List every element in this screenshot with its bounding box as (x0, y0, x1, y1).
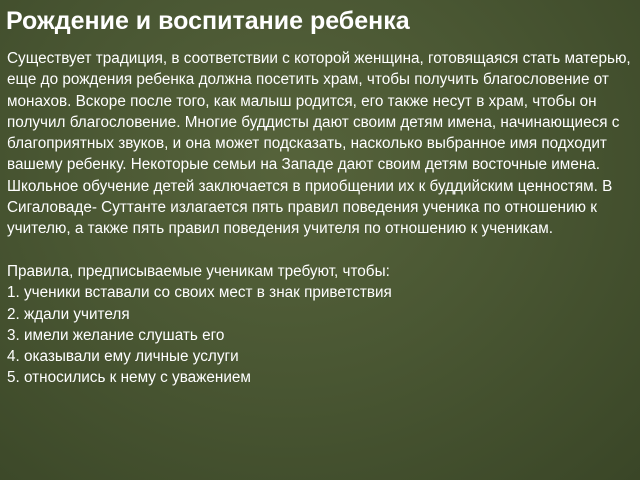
slide-body (7, 48, 633, 389)
rules-list (7, 282, 633, 388)
rule-item-1: 1. ученики вставали со своих мест в знак приветствия (7, 284, 392, 302)
rule-item-5: 5. относились к нему с уважением (7, 369, 251, 387)
rules-lead-text: Правила, предписываемые ученикам требуют, чтобы: (7, 262, 390, 280)
rule-item-4: 4. оказывали ему личные услуги (7, 348, 239, 366)
intro-paragraph: Существует традиция, в соответствии с которой женщина, готовящаяся стать матерью, еще до рождения ребенка должна посетить храм, чтобы получить благословение от монахов. Вскоре после того, как малыш родится, его также несут в храм, чтобы он получил благословение. Многие буддисты дают своим детям имена, начинающиеся с благоприятных звуков, и она может подсказать, насколько выбранное имя подходит вашему ребенку. Некоторые семьи на Западе дают своим детям восточные имена. Школьное обучение детей заключается в приобщении их к буддийским ценностям. В Сигаловаде- Суттанте излагается пять правил поведения ученика по отношению к учителю, а также пять правил поведения учителя по отношению к ученикам. (7, 50, 631, 238)
rules-section (7, 261, 633, 389)
slide-title: Рождение и воспитание ребенка (6, 7, 410, 35)
rule-item-2: 2. ждали учителя (7, 305, 130, 323)
rule-item-3: 3. имели желание слушать его (7, 326, 225, 344)
